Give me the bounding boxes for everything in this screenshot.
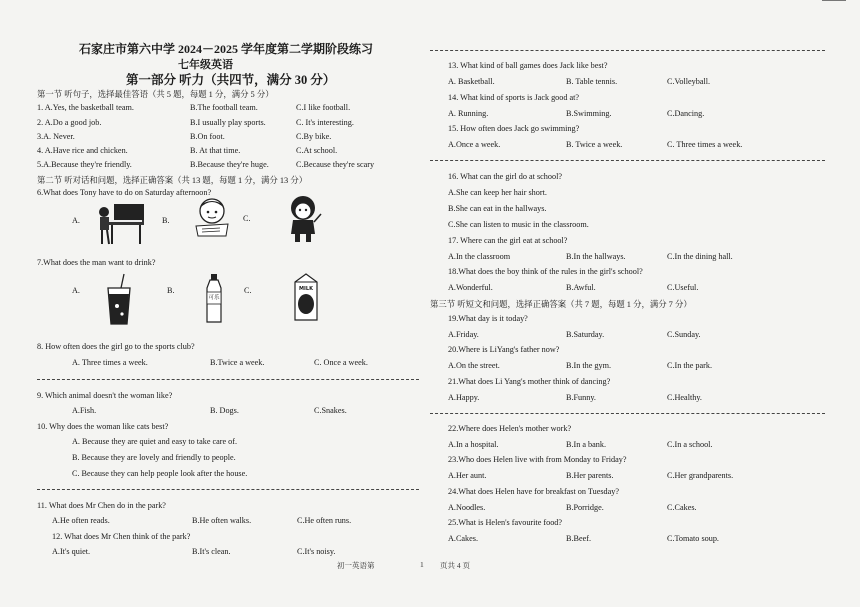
q13-option-b: B. Table tennis. <box>566 77 618 86</box>
section1-title: 第一节 听句子，选择最佳答语（共 5 题，每题 1 分，满分 5 分） <box>37 90 274 99</box>
q11-stem: 11. What does Mr Chen do in the park? <box>37 501 166 510</box>
top-edge-mark <box>822 0 846 1</box>
q11-option-a: A.He often reads. <box>52 516 110 525</box>
q7-option-b: B. <box>167 286 175 295</box>
q10-option-c: C. Because they can help people look after the house. <box>72 469 248 478</box>
q25-option-c: C.Tomato soup. <box>667 534 719 543</box>
q9-option-a: A.Fish. <box>72 406 97 415</box>
q8-option-a: A. Three times a week. <box>72 358 148 367</box>
q19-stem: 19.What day is it today? <box>448 314 528 323</box>
q17-option-a: A.In the classroom <box>448 252 511 261</box>
q15-option-a: A.Once a week. <box>448 140 501 149</box>
q22-option-c: C.In a school. <box>667 440 713 449</box>
q14-option-c: C.Dancing. <box>667 109 705 118</box>
q19-option-a: A.Friday. <box>448 330 479 339</box>
section2-title: 第二节 听对话和问题，选择正确答案（共 13 题，每题 1 分，满分 13 分） <box>37 176 308 185</box>
q5-option-c: C.Because they're scary <box>296 160 375 169</box>
q4-option-c: C.At school. <box>296 146 338 155</box>
divider <box>37 489 419 490</box>
q7-stem: 7.What does the man want to drink? <box>37 258 156 267</box>
q12-option-b: B.It's clean. <box>192 547 231 556</box>
q24-option-b: B.Porridge. <box>566 503 604 512</box>
q12-stem: 12. What does Mr Chen think of the park? <box>52 532 191 541</box>
q2-option-a: 2. A.Do a good job. <box>37 118 102 127</box>
q7-option-c: C. <box>244 286 252 295</box>
q1-option-c: C.I like football. <box>296 103 351 112</box>
q20-stem: 20.Where is LiYang's father now? <box>448 345 560 354</box>
divider <box>37 379 419 380</box>
grade-subject: 七年级英语 <box>178 59 233 71</box>
divider <box>430 160 825 161</box>
q16-option-b: B.She can eat in the hallways. <box>448 204 547 213</box>
q8-stem: 8. How often does the girl go to the sports club? <box>37 342 195 351</box>
q24-option-a: A.Noodles. <box>448 503 486 512</box>
piano-player-picture <box>96 198 148 246</box>
q21-stem: 21.What does Li Yang's mother think of dancing? <box>448 377 611 386</box>
part-one-title: 第一部分 听力（共四节，满分 30 分） <box>126 73 336 87</box>
q21-option-a: A.Happy. <box>448 393 480 402</box>
q13-option-c: C.Volleyball. <box>667 77 711 86</box>
q15-option-b: B. Twice a week. <box>566 140 623 149</box>
q23-option-b: B.Her parents. <box>566 471 614 480</box>
q24-stem: 24.What does Helen have for breakfast on Tuesday? <box>448 487 619 496</box>
q25-option-a: A.Cakes. <box>448 534 479 543</box>
girl-cleaning-picture <box>283 194 323 244</box>
q25-stem: 25.What is Helen's favourite food? <box>448 518 563 527</box>
q18-option-b: B.Awful. <box>566 283 596 292</box>
cola-bottle-picture <box>205 274 223 324</box>
q22-option-a: A.In a hospital. <box>448 440 499 449</box>
q6-option-b: B. <box>162 216 170 225</box>
q15-option-c: C. Three times a week. <box>667 140 743 149</box>
q3-option-c: C.By bike. <box>296 132 332 141</box>
q2-option-c: C. It's interesting. <box>296 118 354 127</box>
q19-option-b: B.Saturday. <box>566 330 605 339</box>
q22-option-b: B.In a bank. <box>566 440 607 449</box>
q7-option-a: A. <box>72 286 80 295</box>
milk-carton-label: MILK <box>299 286 313 292</box>
q12-option-c: C.It's noisy. <box>297 547 336 556</box>
q23-stem: 23.Who does Helen live with from Monday to Friday? <box>448 455 627 464</box>
q19-option-c: C.Sunday. <box>667 330 701 339</box>
q9-option-c: C.Snakes. <box>314 406 347 415</box>
q2-option-b: B.I usually play sports. <box>190 118 266 127</box>
q20-option-a: A.On the street. <box>448 361 500 370</box>
q4-option-b: B. At that time. <box>190 146 241 155</box>
q16-option-c: C.She can listen to music in the classroom. <box>448 220 589 229</box>
boy-studying-picture <box>192 196 232 238</box>
q3-option-b: B.On foot. <box>190 132 225 141</box>
q25-option-b: B.Beef. <box>566 534 592 543</box>
q20-option-c: C.In the park. <box>667 361 713 370</box>
q8-option-c: C. Once a week. <box>314 358 368 367</box>
q1-option-a: 1. A.Yes, the basketball team. <box>37 103 134 112</box>
q21-option-c: C.Healthy. <box>667 393 702 402</box>
q22-stem: 22.Where does Helen's mother work? <box>448 424 572 433</box>
q6-option-c: C. <box>243 214 251 223</box>
q21-option-b: B.Funny. <box>566 393 596 402</box>
footer-right: 页共 4 页 <box>440 561 470 570</box>
q9-stem: 9. Which animal doesn't the woman like? <box>37 391 173 400</box>
section3-title: 第三节 听短文和问题，选择正确答案（共 7 题，每题 1 分，满分 7 分） <box>430 300 692 309</box>
q23-option-a: A.Her aunt. <box>448 471 487 480</box>
q6-option-a: A. <box>72 216 80 225</box>
q11-option-c: C.He often runs. <box>297 516 352 525</box>
q13-stem: 13. What kind of ball games does Jack like best? <box>448 61 608 70</box>
q5-option-a: 5.A.Because they're friendly. <box>37 160 132 169</box>
footer-page-number: 1 <box>420 560 424 569</box>
divider <box>430 413 825 414</box>
footer-left: 初一英语第 <box>337 561 375 570</box>
q18-option-c: C.Useful. <box>667 283 699 292</box>
q1-option-b: B.The football team. <box>190 103 258 112</box>
milk-carton-picture <box>291 272 321 322</box>
q6-stem: 6.What does Tony have to do on Saturday afternoon? <box>37 188 212 197</box>
q13-option-a: A. Basketball. <box>448 77 495 86</box>
q17-option-b: B.In the hallways. <box>566 252 626 261</box>
q8-option-b: B.Twice a week. <box>210 358 265 367</box>
divider <box>430 50 825 51</box>
q24-option-c: C.Cakes. <box>667 503 697 512</box>
q14-option-a: A. Running. <box>448 109 489 118</box>
q5-option-b: B.Because they're huge. <box>190 160 269 169</box>
q10-stem: 10. Why does the woman like cats best? <box>37 422 169 431</box>
q14-option-b: B.Swimming. <box>566 109 612 118</box>
q3-option-a: 3.A. Never. <box>37 132 75 141</box>
cola-bottle-label: 可乐 <box>208 295 220 301</box>
q17-option-c: C.In the dining hall. <box>667 252 733 261</box>
q10-option-a: A. Because they are quiet and easy to take care of. <box>72 437 238 446</box>
q14-stem: 14. What kind of sports is Jack good at? <box>448 93 580 102</box>
q12-option-a: A.It's quiet. <box>52 547 91 556</box>
q18-option-a: A.Wonderful. <box>448 283 493 292</box>
school-title: 石家庄市第六中学 2024－2025 学年度第二学期阶段练习 <box>79 42 374 56</box>
q9-option-b: B. Dogs. <box>210 406 239 415</box>
q18-stem: 18.What does the boy think of the rules in the girl's school? <box>448 267 643 276</box>
q23-option-c: C.Her grandparents. <box>667 471 734 480</box>
q11-option-b: B.He often walks. <box>192 516 252 525</box>
q15-stem: 15. How often does Jack go swimming? <box>448 124 580 133</box>
q10-option-b: B. Because they are lovely and friendly to people. <box>72 453 236 462</box>
q16-stem: 16. What can the girl do at school? <box>448 172 562 181</box>
juice-glass-picture <box>104 272 134 326</box>
q16-option-a: A.She can keep her hair short. <box>448 188 547 197</box>
q17-stem: 17. Where can the girl eat at school? <box>448 236 568 245</box>
q20-option-b: B.In the gym. <box>566 361 612 370</box>
q4-option-a: 4. A.Have rice and chicken. <box>37 146 128 155</box>
